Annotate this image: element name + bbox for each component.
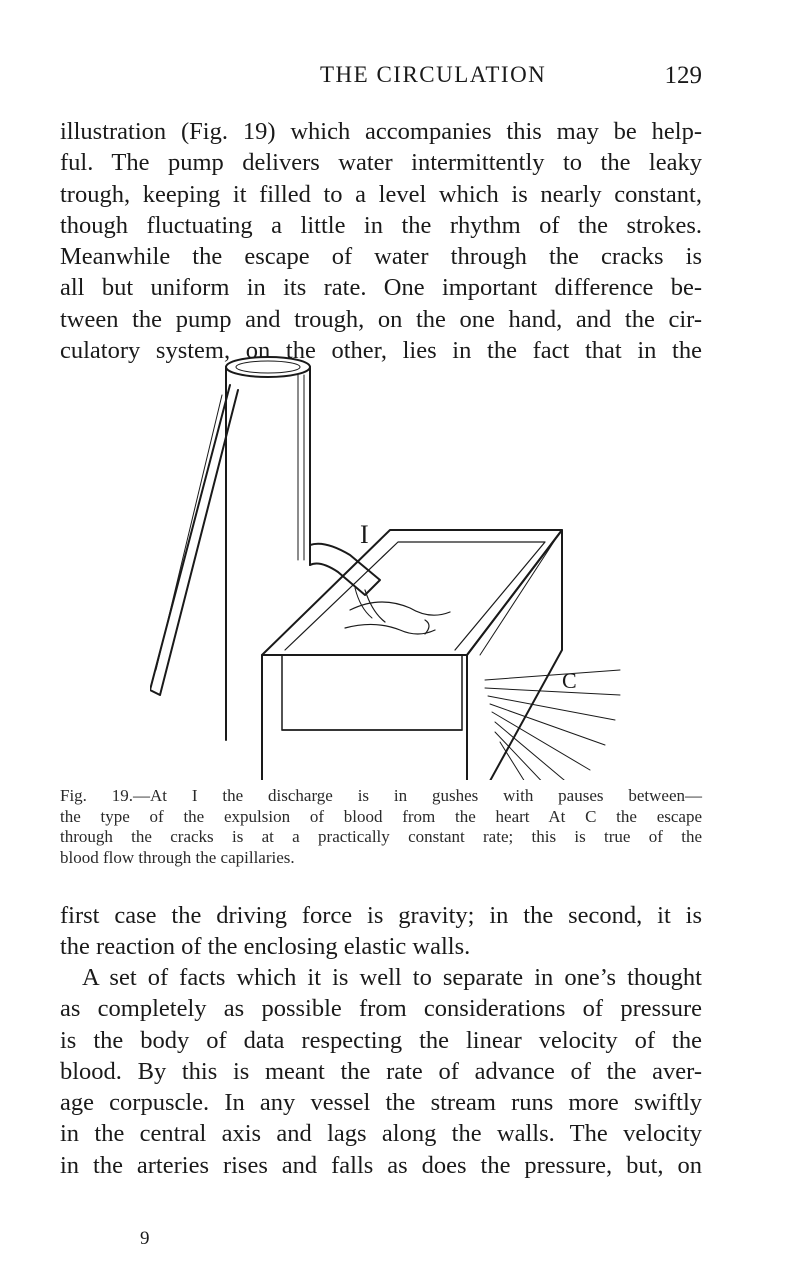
text-line: trough, keeping it filled to a level which is nearly constant, [60,180,702,208]
text-line: age corpuscle. In any vessel the stream runs more swiftly [60,1089,702,1117]
water-surface [350,602,450,615]
trough-front [262,655,467,780]
caption-line: blood flow through the capillaries. [60,847,295,867]
text-line: illustration (Fig. 19) which accompanies this may be help- [60,118,702,145]
trough-side [467,530,562,780]
caption-line: through the cracks is at a practically constant rate; this is true of the [60,827,702,846]
signature-mark: 9 [140,1228,150,1249]
figure-caption [60,786,702,868]
text-line: is the body of data respecting the linear velocity of the [60,1026,702,1054]
text-line: the reaction of the enclosing elastic walls. [60,933,471,961]
text-line: Meanwhile the escape of water through the cracks is [60,243,702,271]
leak-stream [485,670,620,680]
text-line: blood. By this is meant the rate of advance of the aver- [60,1057,702,1085]
running-head: THE CIRCULATION [320,62,547,87]
text-line: all but uniform in its rate. One important difference be- [60,274,702,302]
caption-line: the type of the expulsion of blood from the heart At C the escape [60,806,702,826]
pump-handle [150,385,238,695]
pump-cap [226,357,310,377]
text-line: in the arteries rises and falls as does the pressure, but, on [60,1151,702,1179]
page-number: 129 [664,62,702,89]
figure-19-illustration [150,350,640,780]
caption-line: Fig. 19.—At I the discharge is in gushes with pauses between— [60,786,702,805]
paragraph-top [60,116,702,366]
text-line: culatory system, on the other, lies in the fact that in the [60,337,702,365]
text-line: in the central axis and lags along the walls. The velocity [60,1120,702,1148]
figure-label-i: I [360,520,369,549]
paragraph-bottom [60,962,702,1181]
page-header [60,62,702,98]
pump-and-trough-drawing [150,350,640,780]
water-gush [365,590,385,622]
text-line: ful. The pump delivers water intermittently to the leaky [60,149,702,177]
figure-label-c: C [562,668,577,693]
text-line: first case the driving force is gravity; in the second, it is [60,902,702,929]
text-line: as completely as possible from considerations of pressure [60,995,702,1023]
trough-rim [262,530,562,655]
text-line: tween the pump and trough, on the one hand, and the cir- [60,305,702,333]
text-line: though fluctuating a little in the rhythm of the strokes. [60,211,702,239]
pump-barrel [226,367,310,740]
paragraph-mid [60,900,702,963]
text-line: A set of facts which it is well to separate in one’s thought [82,964,702,991]
